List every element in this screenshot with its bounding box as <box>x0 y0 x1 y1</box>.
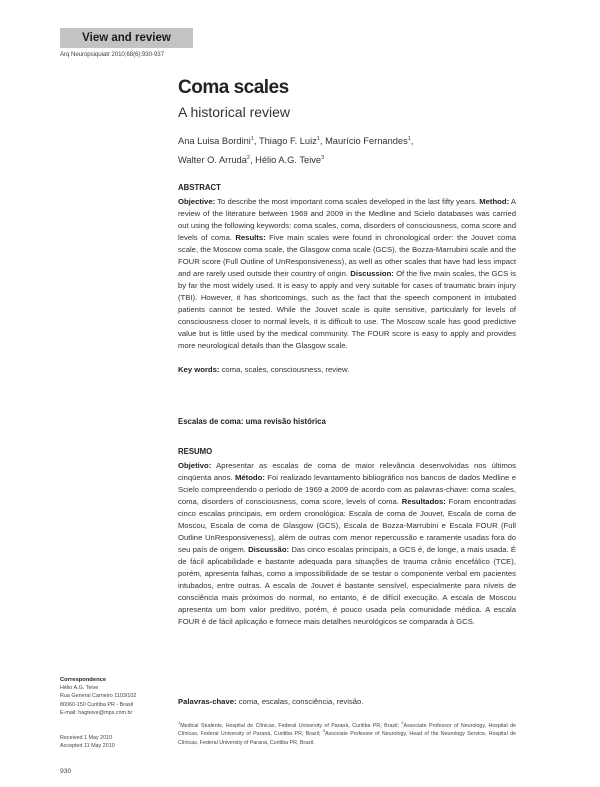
author: Maurício Fernandes$^1$, <box>325 135 414 146</box>
abstract-body: Objective: To describe the most important coma scales developed in the last fifty years. Method: A review of the literature between 1969 and 2009 in the Medline and Scielo databases was carried out using the following keywords: coma scales, coma, disorders of consciousness, coma score and levels of coma. Results: Five main scales were found in chronological order: the Jouvet coma scale, the Moscow coma scale, the Glasgow coma scale (GCS), the Bozza-Marrubini scale and the FOUR score (Full Outline of UnResponsiveness), as well as other scales that have had less impact and are rarely used outside their country of origin. Discussion: Of the five main scales, the GCS is by far the most widely used. It is easy to apply and very suitable for cases of traumatic brain injury (TBI). However, it has shortcomings, such as the fact that the speech component in intubated patients cannot be tested. While the Jouvet scale is quite sensitive, particularly for levels of consciousness closer to normal levels, it is difficult to use. The Moscow scale has good predictive value but is little used by the medical community. The FOUR score is easy to apply and provides more neurological details than the Glasgow scale. <box>178 197 516 350</box>
resumo-heading: RESUMO <box>178 447 213 456</box>
received-date: Received 1 May 2010 <box>60 735 113 741</box>
correspondence <box>60 676 136 717</box>
correspondence-email: E-mail: hagteive@mps.com.br <box>60 709 133 716</box>
received-dates <box>60 734 115 750</box>
palavras-chave: Palavras-chave: coma, escalas, consciência, revisão. <box>178 697 364 706</box>
accepted-date: Accepted 11 May 2010 <box>60 743 115 750</box>
correspondence-line: Rua General Carneiro 1103/102 <box>60 693 137 700</box>
author-line-2 <box>178 151 508 170</box>
author: Hélio A.G. Teive$^3$ <box>255 154 325 165</box>
page-number: 930 <box>60 768 72 775</box>
author-line-1 <box>178 132 508 151</box>
correspondence-line: Hélio A.G. Teive <box>60 685 99 692</box>
correspondence-line: 80060-150 Curitiba PR - Brasil <box>60 701 134 708</box>
journal-citation: Arq Neuropsiquiatr 2010;68(6):930-937 <box>60 51 164 58</box>
keywords: Key words: coma, scales, consciousness, review. <box>178 365 350 374</box>
resumo-body: Objetivo: Apresentar as escalas de coma de maior relevância desenvolvidas nos últimos cinqüenta anos. Método: Foi realizado levantamento bibliográfico nos bancos de dados Medline e Scielo compreendendo o período de 1969 a 2009 de acordo com as palavras-chave: coma scales, coma, disorders of consciousness, coma score, levels of coma. Resultados: Foram encontradas cinco escalas principais, em ordem cronológica: Escala de coma de Jouvet, Escala de coma de Moscou, Escala de coma de Glasgow (GCS), Escala de Bozza-Marrubini e Escala FOUR (Full Outline UnResponsiveness), além de outras com menor repercussão e raramente usadas fora do seu país de origem. Discussão: Das cinco escalas principais, a GCS é, de longe, a mais usada. É de fácil aplicabilidade e bastante adequada para situações de trauma crânio encefálico (TCE), porém, apresenta falhas, como a impossibilidade de se testar o componente verbal em pacientes intubados, entre outras. A escala de Jouvet é bastante sensível, especialmente para níveis de consciência mais próximos do normal, no entanto, é de difícil execução. A escala de Moscou apresenta um bom valor preditivo, porém, é pouco usada pela comunidade médica. A escala FOUR é de fácil aplicação e fornece mais detalhes neurológicos se comparada à GCS. <box>178 461 517 626</box>
author: Walter O. Arruda$^2$, <box>178 154 256 165</box>
portuguese-title: Escalas de coma: uma revisão histórica <box>178 417 326 426</box>
section-tab: View and review <box>60 28 193 48</box>
author-list <box>178 132 508 170</box>
article-subtitle: A historical review <box>178 104 291 120</box>
author: Thiago F. Luiz$^1$, <box>258 135 326 146</box>
abstract-heading: ABSTRACT <box>178 183 221 192</box>
correspondence-label: Correspondence <box>60 677 107 683</box>
affiliation-footnote: $^1$Medical Students, Hospital de Clínicas, Federal University of Paraná, Curitiba PR, Brazil; $^2$Associate Professor of Neurology, Hospital de Clínicas, Federal University of Paraná, Curitiba PR, Brazil; $^3$Associate Professor of Neurology, Head of the Neurology Service, Hospital de Clínicas, Federal University of Paraná, Curitiba PR, Brazil. <box>178 720 516 746</box>
article-title: Coma scales <box>178 77 289 98</box>
author: Ana Luisa Bordini$^1$, <box>178 135 259 146</box>
